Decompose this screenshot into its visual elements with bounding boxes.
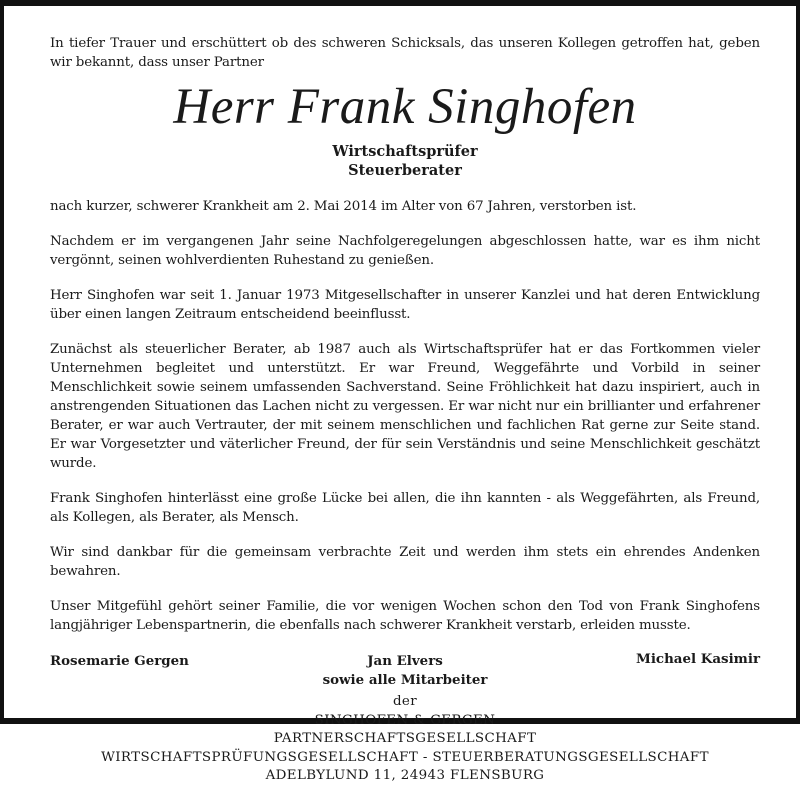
intro-text: In tiefer Trauer und erschüttert ob des schweren Schicksals, das unseren Kollegen getroffen hat, geben wir bekannt, dass unser Partner xyxy=(50,36,760,70)
footer-partnership: PARTNERSCHAFTSGESELLSCHAFT xyxy=(273,731,537,746)
notice-content xyxy=(50,34,760,786)
signature-right: Michael Kasimir xyxy=(636,651,760,667)
footer-business-type: WIRTSCHAFTSPRÜFUNGSGESELLSCHAFT - STEUERBERATUNGSGESELLSCHAFT xyxy=(101,749,709,765)
profession-title-2: Steuerberater xyxy=(348,162,462,179)
paragraph-condolence: Unser Mitgefühl gehört seiner Familie, die vor wenigen Wochen schon den Tod von Frank Singhofens langjähriger Lebenspartnerin, die ebenfalls nach schwerer Krankheit verstarb, erleiden musste. xyxy=(50,599,760,633)
signature-staff: sowie alle Mitarbeiter xyxy=(322,672,488,688)
paragraph-career: Zunächst als steuerlicher Berater, ab 1987 auch als Wirtschaftsprüfer hat er das Fortkommen vieler Unternehmen begleitet und unterstützt. Er war Freund, Weggefährte und Vorbild in seiner Menschlichkeit sowie seinem umfassenden Sachverstand. Seine Fröhlichkeit hat dazu inspiriert, auch in anstrengenden Situationen das Lachen nicht zu vergessen. Er war nicht nur ein brillianter und erfahrener Berater, er war auch Vertrauter, der mit seinem menschlichen und fachlichen Rat gerne zur Seite stand. Er war Vorgesetzter und väterlicher Freund, der für sein Verständnis und seine Menschlichkeit geschätzt wurde. xyxy=(50,342,760,471)
profession-title-1: Wirtschaftsprüfer xyxy=(332,143,478,160)
signature-block xyxy=(50,653,760,693)
signature-middle: Jan Elvers xyxy=(367,653,443,669)
footer-der: der xyxy=(392,694,418,709)
paragraph-retirement: Nachdem er im vergangenen Jahr seine Nachfolgeregelungen abgeschlossen hatte, war es ihm nicht vergönnt, seinen wohlverdienten Ruhestand zu genießen. xyxy=(50,234,760,268)
signature-left: Rosemarie Gergen xyxy=(50,653,189,669)
footer-address: ADELBYLUND 11, 24943 FLENSBURG xyxy=(265,768,545,783)
deceased-name: Herr Frank Singhofen xyxy=(173,79,637,135)
footer-firm-name: SINGHOFEN & GERGEN xyxy=(314,712,496,728)
paragraph-loss: Frank Singhofen hinterlässt eine große Lücke bei allen, die ihn kannten - als Weggefährten, als Freund, als Kollegen, als Berater, als Mensch. xyxy=(50,491,760,525)
paragraph-gratitude: Wir sind dankbar für die gemeinsam verbrachte Zeit und werden ihm stets ein ehrendes Andenken bewahren. xyxy=(50,545,760,579)
paragraph-death: nach kurzer, schwerer Krankheit am 2. Mai 2014 im Alter von 67 Jahren, verstorben ist. xyxy=(50,199,637,214)
paragraph-partnership: Herr Singhofen war seit 1. Januar 1973 Mitgesellschafter in unserer Kanzlei und hat deren Entwicklung über einen langen Zeitraum entscheidend beeinflusst. xyxy=(50,288,760,322)
